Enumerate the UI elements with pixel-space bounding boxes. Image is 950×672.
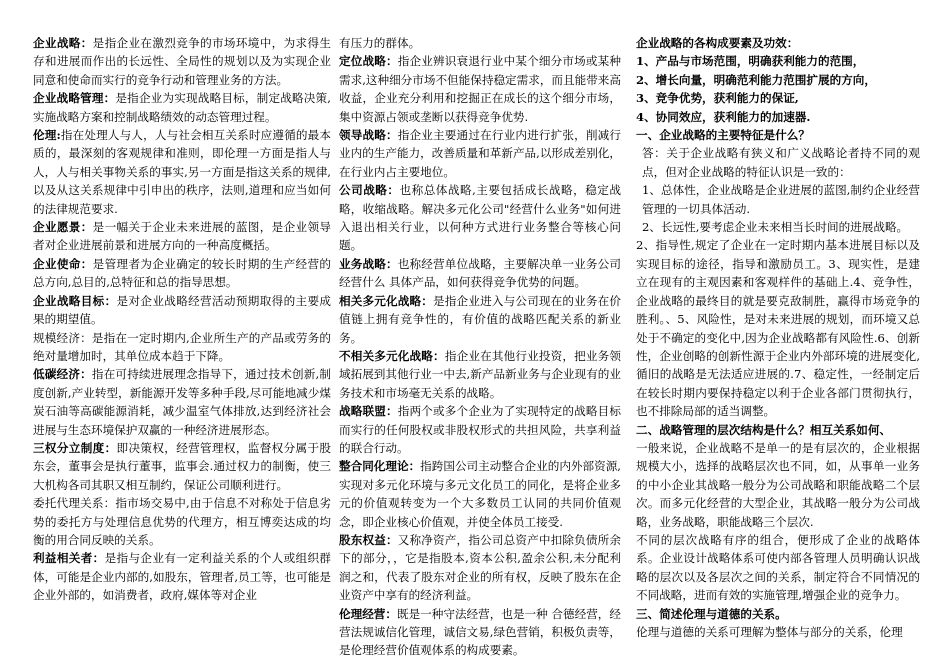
definition-paragraph [339, 255, 621, 292]
question-heading: 一、企业战略的主要特征是什么？ [636, 128, 810, 143]
definition-paragraph [33, 549, 331, 604]
column-left [33, 34, 331, 666]
definition-term: 企业愿景： [33, 220, 93, 235]
definition-term: 伦理经营： [339, 606, 397, 621]
element-point: 2、增长向量，明确范利能力范围扩展的方向， [636, 72, 876, 87]
answer-paragraph: 一般来说，企业战略不是单一的是有层次的，企业根据规模大小，选择的战略层次也不同，如，从事单一业务的中小企业其战略一般分为公司战略和职能战略二个层次。而多元化经营的大型企业，其战略一般分为公司战略，业务战略，职能战略三个层次. [636, 440, 920, 529]
definition-body: 又称净资产，指公司总资产中扣除负债所余下的部分，，它是指股本,资本公积,盈余公积,未分配利润之和，代表了股东对企业的所有权，反映了股东在企业资产中享有的经济利益。 [339, 532, 621, 603]
definition-body: 指企业辨识衰退行业中某个细分市场或某种需求,这种细分市场不但能保持稳定需求，而且能带来高收益，企业充分利用和挖掘正在成长的这个细分市场，集中资源占领或垄断以获得竞争优势. [339, 54, 621, 124]
answer-paragraph: 答：关于企业战略有狭义和广义战略论者持不同的观点，但对企业战略的特征认识是一致的： [642, 146, 920, 179]
definition-paragraph [33, 34, 331, 89]
definition-body: 指在可持续进展理念指导下，通过技术创新,制度创新,产业转型，新能源开发等多种手段,尽可能地减少煤炭石油等高碳能源消耗，减少温室气体排放,达到经济社会进展与生态环境保护双赢的一种经济进展形态。 [33, 367, 331, 437]
definition-term: 企业战略目标： [33, 293, 117, 308]
definition-paragraph [339, 402, 621, 457]
definition-term: 公司战略： [339, 183, 400, 198]
question-heading: 二、战略管理的层次结构是什么？相互关系如何、 [636, 422, 892, 437]
definition-paragraph [33, 494, 331, 549]
definition-paragraph [339, 457, 621, 531]
definition-paragraph [33, 218, 331, 255]
definition-paragraph [339, 347, 621, 402]
question-heading: 三、简述伦理与道德的关系。 [636, 606, 787, 621]
definition-body: 指在处理人与人，人与社会相互关系时应遵循的最本质的，最深刻的客观规律和准则，即伦理一方面是指人与人，人与相关事物关系的事实,另一方面是指这关系的规律,以及从这关系规律中引申出的秩序，法则,道理和应当如何的法律规范要求. [33, 128, 331, 216]
definition-term: 企业使命： [33, 256, 93, 271]
definition-paragraph [339, 181, 621, 255]
definition-paragraph [33, 329, 331, 366]
definition-paragraph [33, 255, 331, 292]
definition-term: 利益相关者： [33, 551, 105, 566]
definition-body: 规模经济：是指在一定时期内,企业所生产的产品或劳务的绝对量增加时，其单位成本趋于下降。 [33, 330, 331, 363]
definition-body: 委托代理关系：指市场交易中,由于信息不对称处于信息劣势的委托方与处理信息优势的代理方，相互博奕达成的均衡的用合同反映的关系。 [33, 496, 331, 547]
definition-body: 是指企业进入与公司现在的业务在价值链上拥有竞争性的，有价值的战略匹配关系的新业务。 [339, 293, 621, 345]
definition-body: 是指企业为实现战略目标，制定战略决策,实施战略方案和控制战略绩效的动态管理过程。 [33, 91, 331, 124]
definition-term: 股东权益： [339, 532, 398, 547]
definition-body: 是一幅关于企业未来进展的蓝图，是企业领导者对企业进展前景和进展方向的一种高度概括。 [33, 220, 331, 253]
definition-body: 是指企业在激烈竞争的市场环境中，为求得生存和进展而作出的长远性、全局性的规划以及为实现企业同意和使命而实行的竞争行动和管理业务的方法。 [33, 36, 331, 87]
definition-term: 领导战略： [339, 128, 398, 143]
definition-term: 不相关多元化战略： [339, 348, 445, 363]
answer-paragraph: 不同的层次战略有序的组合，便形成了企业的战略体系。企业设计战略体系可使内部各管理人员明确认识战略的层次以及各层次之间的关系，制定符合不同情况的不同战略，进而有效的实施管理,增强企业的竞争力。 [636, 532, 920, 603]
definition-paragraph [33, 292, 331, 329]
definition-body: 指两个或多个企业为了实现特定的战略目标而实行的任何股权或非股权形式的共担风险，共享利益的联合行动。 [339, 404, 621, 455]
answer-paragraph: 2、指导性,规定了企业在一定时期内基本进展目标以及实现目标的途径，指导和激励员工。3、现实性，是建立在现有的主观因素和客观样件的基础上.4、竞争性，企业战略的最终目的就是要克敌制胜，赢得市场竞争的胜利。、5、风险性，是对未来进展的规划，而环境又总处于不确定的变化中,因为企业战略都有风险性.6、创新性，企业创略的创新性源于企业内外部环境的进展变化,循旧的战略是无法适应进展的.7、稳定性，一经制定后在较长时期内要保持稳定以利于企业各部门贯彻执行，也不排除局部的适当调整。 [636, 238, 920, 419]
section-heading: 企业战略的各构成要素及功效： [636, 36, 799, 50]
definition-body: 既是一种守法经营，也是一种 合德经营，经营法规诚信化管理，诚信文易,绿色营销，积极负责等，是伦理经营价值观体系的构成要素。 [339, 606, 621, 658]
definition-term: 战略联盟： [339, 404, 398, 419]
definition-term: 三权分立制度： [33, 440, 117, 455]
definition-body: 指企业主要通过在行业内进行扩张，削减行业内的生产能力，改善质量和革新产品,以形成差别化，在行业内占主要地位。 [339, 128, 621, 179]
element-point: 1、产品与市场范围，明确获利能力的范围， [636, 54, 865, 69]
definition-paragraph [339, 531, 621, 605]
definition-body: 也称总体战略,主要包括成长战略，稳定战略，收缩战略。解决多元化公司"经营什么业务"如何进入退出相关行业，以何种方式进行业务整合等核心问题。 [339, 183, 621, 253]
definition-paragraph [33, 126, 331, 218]
definition-paragraph [339, 126, 621, 181]
definition-body: 是管理者为企业确定的较长时期的生产经营的总方向,总目的,总特征和总的指导思想。 [33, 256, 331, 290]
definition-term: 业务战略： [339, 256, 398, 271]
definition-paragraph [339, 292, 621, 347]
definition-term: 低碳经济： [33, 367, 92, 382]
definition-term: 整合同化理论： [339, 459, 421, 474]
definition-paragraph [339, 52, 621, 126]
definition-body: 指企业在其他行业投资，把业务领域拓展到其他行业一中去,新产品新业务与企业现有的业务技术和市场毫无关系的战略。 [339, 348, 621, 400]
definition-paragraph [33, 439, 331, 494]
definition-paragraph [339, 34, 621, 52]
definition-term: 定位战略： [339, 54, 398, 69]
definition-body: 是指与企业有一定利益关系的个人或组织群体，可能是企业内部的,如股东，管理者,员工等，也可能是企业外部的，如消费者，政府,媒体等对企业 [33, 551, 331, 603]
column-right [636, 34, 920, 666]
definition-term: 相关多元化战略： [339, 293, 434, 308]
definition-term: 企业战略： [33, 36, 93, 50]
answer-paragraph: 伦理与道德的关系可理解为整体与部分的关系，伦理 [636, 625, 903, 639]
definition-body: 是对企业战略经营活动预期取得的主要成果的期望值。 [33, 293, 331, 327]
answer-item: 1、总体性，企业战略是企业进展的蓝图,制约企业经营管理的一切具体活动. [642, 183, 920, 216]
definition-term: 企业战略管理： [33, 91, 116, 106]
definition-paragraph [33, 365, 331, 439]
definition-body: 指跨国公司主动整合企业的内外部资源,实现对多元化环境与多元文化员工的同化，是将企业多元的价值观转变为一个大多数员工认同的共同价值观念，即企业核心价值观，并使全体员工接受. [339, 459, 621, 529]
definition-term: 伦理: [33, 128, 61, 143]
definition-paragraph [339, 605, 621, 660]
definition-body: 也称经营单位战略，主要解决单一业务公司经营什么 具体产品，如何获得竞争优势的问题。 [339, 256, 621, 290]
element-point: 3、竞争优势，获利能力的保证, [636, 91, 799, 106]
answer-item: 2、长远性,要考虑企业未来相当长时间的进展战略。 [642, 220, 909, 235]
column-middle [339, 34, 621, 666]
definition-body: 有压力的群体。 [339, 36, 421, 50]
definition-body: 即决策权，经营管理权，监督权分属于股东会，董事会是执行董事，监事会.通过权力的制衡，使三大机构各司其职又相互制约，保证公司顺利进行。 [33, 440, 331, 492]
definition-paragraph [33, 89, 331, 126]
element-point: 4、协同效应，获利能力的加速器. [636, 109, 811, 124]
